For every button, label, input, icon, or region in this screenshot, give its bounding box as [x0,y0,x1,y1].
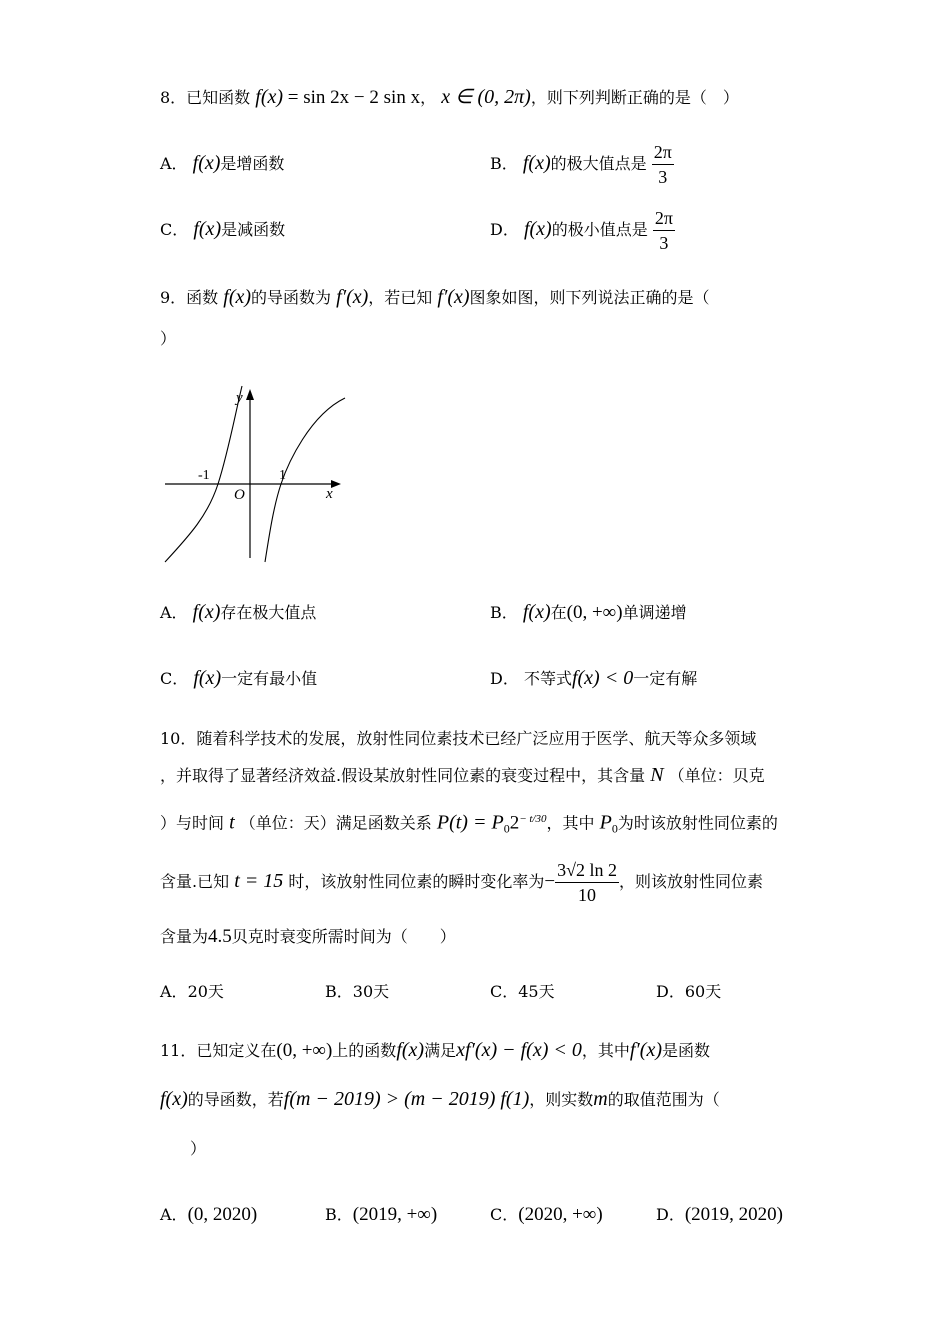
q8-option-b[interactable] [490,140,674,189]
q10-option-a-label: A． [160,982,188,1001]
q10-line3 [160,808,778,840]
q10-option-a[interactable] [160,981,224,1003]
q11-line2a: 的导函数，若 [187,1090,284,1109]
q8-option-d-label: D． [490,220,519,239]
q11-option-d-label: D． [656,1205,685,1224]
q11-interval: (0, +∞) [276,1040,333,1061]
q11-condition: f(m − 2019) > (m − 2019) f(1) [283,1088,530,1110]
q9-option-c-text: 一定有最小值 [221,669,318,688]
q9-option-a-math: f(x) [192,601,221,623]
q8-option-a[interactable] [160,152,284,175]
y-axis-label: y [236,390,243,406]
q8-option-b-text: 的极大值点是 [550,154,647,173]
fraction-denominator: 3 [659,233,669,253]
q9-fpx2: f′(x) [437,286,470,308]
q11-inequality: xf′(x) − f(x) < 0 [456,1039,582,1061]
q11-line1e: 是函数 [662,1041,711,1060]
q9-option-a-label: A． [160,603,188,622]
q8-option-b-fraction [652,140,674,189]
q11-line1b: 上的函数 [332,1041,397,1060]
q9-option-b[interactable] [490,601,687,624]
q8-option-b-math: f(x) [522,152,551,174]
q8-option-c-math: f(x) [193,218,222,240]
q8-option-c[interactable] [160,218,285,241]
fraction-numerator: 2π [653,206,675,231]
q10-option-d[interactable] [656,981,721,1003]
q11-line2-fx: f(x) [160,1088,188,1110]
q10-formula-sub: 0 [503,821,510,836]
fraction-denominator: 3 [658,167,668,187]
q9-stem [160,286,710,309]
q10-line3d: 为时该放射性同位素的 [617,813,778,833]
q10-line4a: 含量.已知 [160,872,230,891]
q10-P0-sub: 0 [611,821,618,836]
q9-option-b-interval: (0, +∞) [566,602,623,623]
origin-label: O [234,487,245,503]
q11-line2 [160,1088,720,1111]
q10-line2a: ，并取得了显著经济效益.假设某放射性同位素的衰变过程中，其含量 [160,766,646,785]
q10-line4 [160,856,763,907]
q9-option-c-label: C． [160,669,189,688]
curve-right-branch [265,398,345,562]
q11-line2c: 的取值范围为（ [607,1090,720,1109]
q11-line2b: ，则实数 [529,1090,594,1109]
q8-option-b-label: B． [490,154,518,173]
q10-line1: 10．随着科学技术的发展，放射性同位素技术已经广泛应用于医学、航天等众多领域 [160,729,757,748]
q10-option-b-label: B． [325,982,353,1001]
q11-fx: f(x) [396,1039,425,1061]
q10-line5 [160,926,456,948]
q10-option-d-label: D． [656,982,685,1001]
q9-option-b-label: B． [490,603,518,622]
fraction-numerator: 2π [652,140,674,165]
q10-P0: P [599,811,612,834]
q8-option-d[interactable] [490,206,675,255]
q10-option-d-text: 60天 [684,982,722,1001]
q11-option-c-label: C． [490,1205,519,1224]
q8-option-a-label: A． [160,154,188,173]
q8-stem [160,86,739,109]
q10-option-b[interactable] [325,981,389,1003]
q9-option-d[interactable] [490,667,697,690]
q9-stem-b: 图象如图，则下列说法正确的是（ [469,288,710,307]
q10-N: N [650,764,664,786]
q10-option-a-text: 20天 [187,982,224,1001]
q10-minus: − [544,871,556,892]
q11-option-c[interactable] [490,1204,603,1226]
q11-option-c-text: (2020, +∞) [518,1204,603,1225]
q9-option-c-math: f(x) [193,667,222,689]
q8-sep: ， [420,88,437,107]
q9-option-c[interactable] [160,667,317,690]
q11-option-d-text: (2019, 2020) [684,1204,783,1225]
q9-option-b-text: 在 [550,603,567,622]
q8-option-a-text: 是增函数 [220,154,285,173]
q11-m: m [593,1088,608,1110]
q8-stem-a: 8．已知函数 [160,88,251,107]
q8-eq: = sin 2x − 2 sin x [283,87,421,108]
q11-fpx: f′(x) [629,1039,663,1061]
q11-option-a-label: A． [160,1205,188,1224]
q8-option-a-math: f(x) [192,152,221,174]
q9-option-d-text: 不等式 [523,669,572,688]
fraction-denominator: 10 [578,885,597,905]
q8-domain: x ∈ (0, 2π) [441,86,531,108]
q10-line4c: ，则该放射性同位素 [618,872,763,891]
q9-stem-a: 9．函数 [160,288,219,307]
q9-option-a-text: 存在极大值点 [220,603,317,622]
x-axis-label: x [326,486,333,502]
q11-line1 [160,1039,710,1062]
tick-label-neg1: -1 [198,468,210,483]
q10-option-c-label: C． [490,982,519,1001]
q10-line2b: （单位：贝克 [668,766,765,785]
q10-line5a: 含量为 [160,927,209,946]
q10-line4b: 时，该放射性同位素的瞬时变化率为 [288,872,545,891]
derivative-graph [160,380,350,565]
q9-mid2: ，若已知 [368,288,433,307]
q10-line3c: ，其中 [546,813,595,833]
q11-line1c: 满足 [424,1041,457,1060]
q10-line3b: （单位：天）满足函数关系 [239,813,432,833]
q8-option-d-text: 的极小值点是 [551,220,648,239]
q10-formula-exponent: − t/30 [519,813,547,825]
q10-value: 4.5 [208,926,232,947]
q8-option-c-label: C． [160,220,189,239]
q10-option-b-text: 30天 [352,982,390,1001]
q10-option-c-text: 45天 [518,982,555,1001]
q9-fx: f(x) [223,286,252,308]
q11-option-b[interactable] [325,1204,437,1226]
q8-fx: f(x) [255,86,284,108]
q10-line5b: 贝克时衰变所需时间为（ ） [231,927,456,946]
q10-formula: P(t) = P [436,811,504,834]
q11-line1a: 11．已知定义在 [160,1041,277,1060]
q9-stem-close: ） [160,329,177,348]
q10-t: t [229,811,235,834]
q10-formula-base: 2 [509,812,520,834]
q11-close: ） [190,1139,207,1158]
y-axis-arrow [246,389,254,400]
fraction-numerator: 3√2 ln 2 [555,858,619,883]
q8-option-c-text: 是减函数 [221,220,286,239]
q9-option-d-text2: 一定有解 [633,669,698,688]
q8-option-d-fraction [653,206,675,255]
q9-fpx: f′(x) [336,286,369,308]
q8-stem-b: ，则下列判断正确的是（ ） [530,88,739,107]
q10-option-c[interactable] [490,981,555,1003]
q9-mid: 的导函数为 [251,288,332,307]
q9-option-b-text2: 单调递增 [622,603,687,622]
q10-t15: t = 15 [234,870,284,892]
q10-line2 [160,764,765,787]
q10-line3a: ）与时间 [160,813,225,833]
q10-rate-fraction [555,858,619,907]
q9-option-b-math: f(x) [522,601,551,623]
q11-option-d[interactable] [656,1204,783,1226]
q11-option-b-label: B． [325,1205,353,1224]
tick-label-1: 1 [279,468,286,483]
q11-option-a[interactable] [160,1204,257,1226]
q9-option-d-math: f(x) < 0 [571,667,634,689]
q11-option-b-text: (2019, +∞) [352,1204,438,1225]
q8-option-d-math: f(x) [523,218,552,240]
q11-option-a-text: (0, 2020) [187,1204,258,1225]
q9-option-a[interactable] [160,601,316,624]
q11-line1d: ，其中 [581,1041,630,1060]
q9-option-d-label: D． [490,669,519,688]
